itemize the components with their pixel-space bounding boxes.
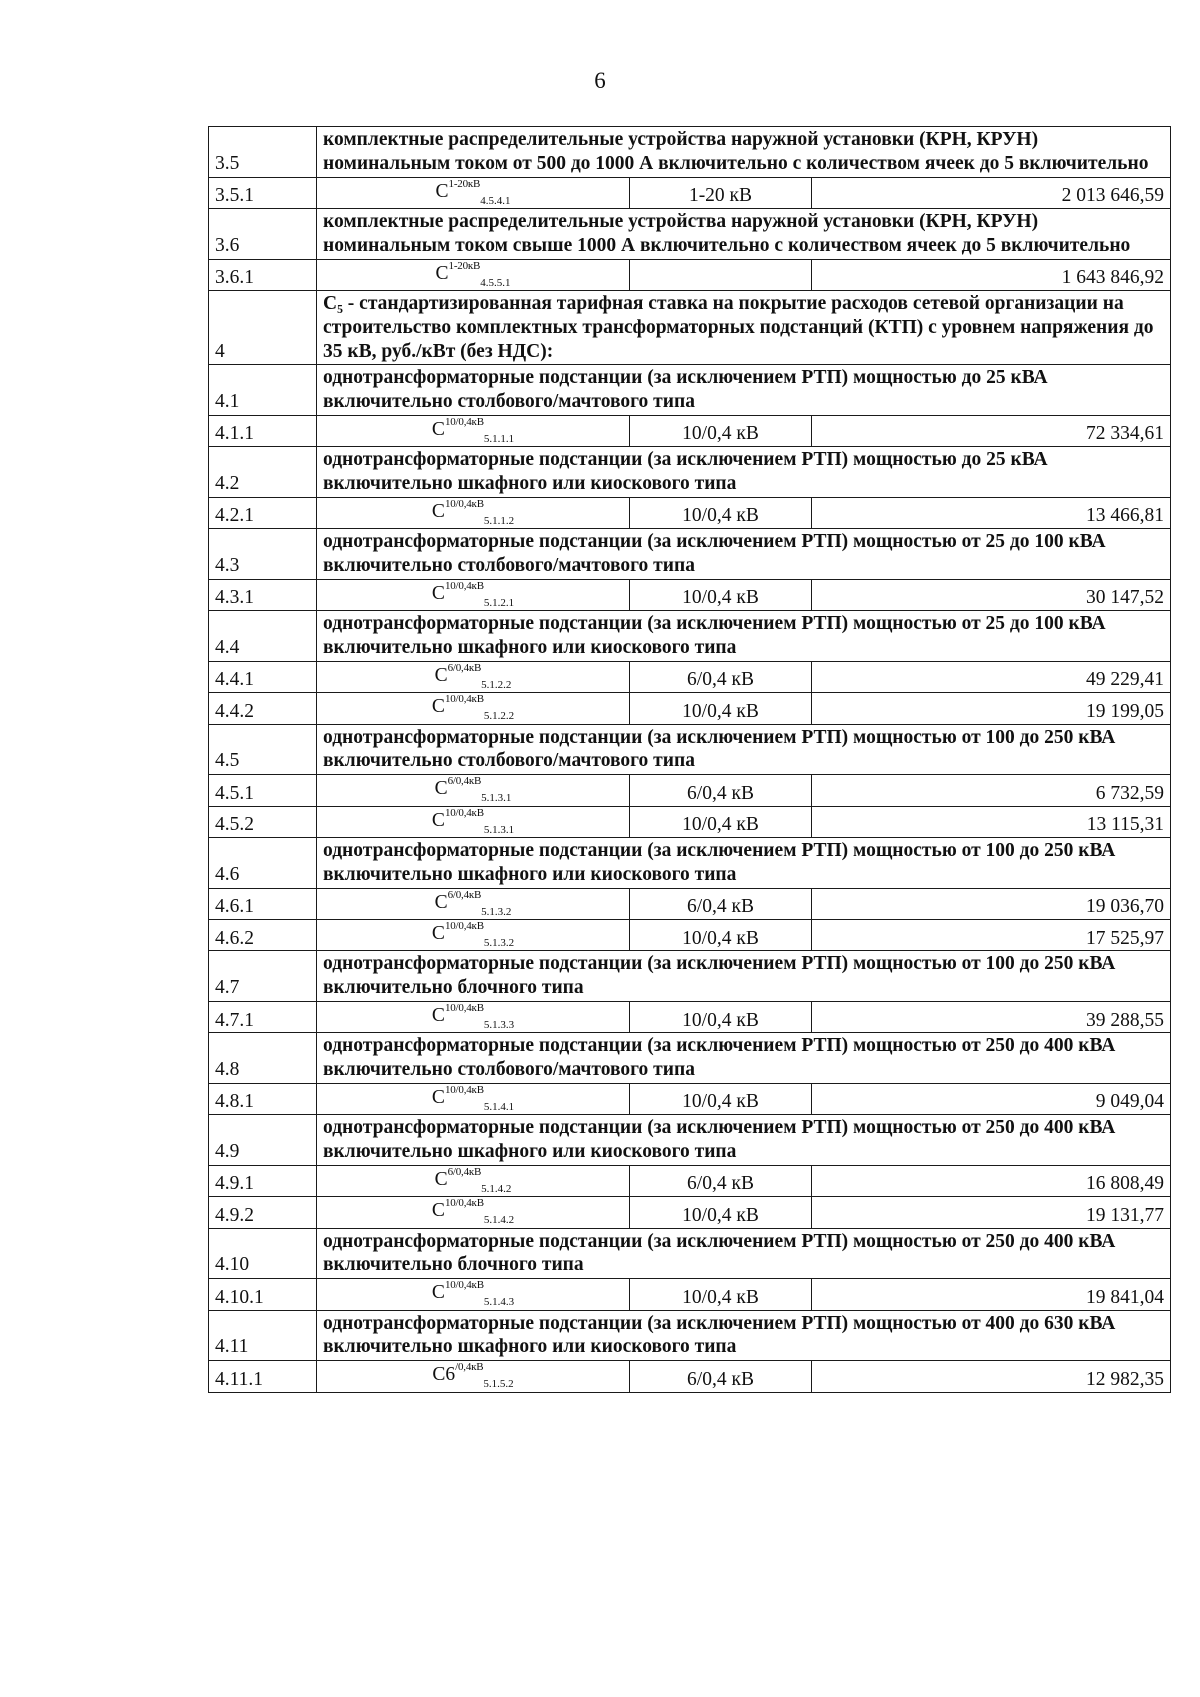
rate-value: 72 334,61	[812, 415, 1171, 446]
item-number: 3.6.1	[209, 259, 317, 290]
tariff-symbol-index: 5.1.3.1	[481, 792, 512, 805]
tariff-symbol-voltage: /0,4кВ	[455, 1361, 484, 1374]
section-description: комплектные распределительные устройства наружной установки (КРН, КРУН) номинальным током свыше 1000 А включительно с количеством ячеек до 5 включительно	[317, 208, 1171, 259]
tariff-symbol	[431, 919, 515, 949]
rate-value: 2 013 646,59	[812, 177, 1171, 208]
item-number: 4.3.1	[209, 579, 317, 610]
item-row	[209, 1083, 1171, 1114]
section-number: 4.7	[209, 951, 317, 1002]
section-number: 3.6	[209, 208, 317, 259]
voltage-cell: 6/0,4 кВ	[630, 661, 812, 692]
rate-value: 39 288,55	[812, 1001, 1171, 1032]
tariff-symbol-voltage: 10/0,4кВ	[444, 1197, 484, 1210]
tariff-symbol-index: 5.1.1.1	[483, 432, 515, 445]
tariff-symbol-voltage: 6/0,4кВ	[447, 775, 482, 788]
voltage-cell: 10/0,4 кВ	[630, 497, 812, 528]
rate-value: 49 229,41	[812, 661, 1171, 692]
section-number: 4.4	[209, 611, 317, 662]
item-number: 4.4.1	[209, 661, 317, 692]
item-row	[209, 415, 1171, 446]
tariff-table	[208, 126, 1171, 1393]
section-row	[209, 365, 1171, 416]
tariff-code	[317, 661, 630, 692]
section-row	[209, 290, 1171, 364]
tariff-symbol-index: 5.1.3.2	[483, 936, 515, 949]
rate-value: 9 049,04	[812, 1083, 1171, 1114]
tariff-symbol-index: 5.1.2.2	[481, 678, 512, 691]
tariff-symbol	[431, 1279, 515, 1309]
voltage-cell: 10/0,4 кВ	[630, 919, 812, 950]
tariff-code	[317, 888, 630, 919]
tariff-symbol-index: 5.1.4.2	[481, 1182, 512, 1195]
tariff-symbol-base: C	[434, 664, 448, 686]
tariff-code	[317, 1083, 630, 1114]
tariff-symbol-index: 5.1.3.1	[483, 823, 515, 836]
rate-value: 30 147,52	[812, 579, 1171, 610]
section-description: однотрансформаторные подстанции (за исключением РТП) мощностью от 100 до 250 кВА включительно столбового/мачтового типа	[317, 724, 1171, 775]
tariff-symbol-base: C	[434, 891, 448, 913]
item-row	[209, 693, 1171, 724]
tariff-code	[317, 259, 630, 290]
voltage-cell: 10/0,4 кВ	[630, 1083, 812, 1114]
tariff-symbol-voltage: 6/0,4кВ	[447, 888, 482, 901]
item-number: 4.8.1	[209, 1083, 317, 1114]
item-row	[209, 806, 1171, 837]
item-number: 3.5.1	[209, 177, 317, 208]
tariff-symbol-base: C	[434, 1168, 448, 1190]
item-row	[209, 775, 1171, 806]
rate-value: 6 732,59	[812, 775, 1171, 806]
section-number: 4.1	[209, 365, 317, 416]
tariff-symbol-voltage: 10/0,4кВ	[444, 579, 484, 592]
tariff-code	[317, 806, 630, 837]
tariff-code	[317, 775, 630, 806]
item-row	[209, 1361, 1171, 1392]
section-description: однотрансформаторные подстанции (за исключением РТП) мощностью от 250 до 400 кВА включительно блочного типа	[317, 1228, 1171, 1279]
tariff-symbol	[434, 1165, 512, 1195]
section-description: однотрансформаторные подстанции (за исключением РТП) мощностью от 25 до 100 кВА включительно столбового/мачтового типа	[317, 529, 1171, 580]
rate-value: 1 643 846,92	[812, 259, 1171, 290]
tariff-symbol-base: C	[431, 500, 445, 522]
tariff-code	[317, 177, 630, 208]
section-row	[209, 951, 1171, 1002]
tariff-code	[317, 1165, 630, 1196]
section-description: однотрансформаторные подстанции (за исключением РТП) мощностью от 100 до 250 кВА включительно шкафного или киоскового типа	[317, 837, 1171, 888]
voltage-cell: 10/0,4 кВ	[630, 806, 812, 837]
tariff-symbol	[431, 693, 515, 723]
tariff-symbol-base: C	[431, 1282, 445, 1304]
rate-value: 13 115,31	[812, 806, 1171, 837]
section-row	[209, 529, 1171, 580]
tariff-symbol-voltage: 6/0,4кВ	[447, 661, 482, 674]
section-description: комплектные распределительные устройства наружной установки (КРН, КРУН) номинальным током от 500 до 1000 А включительно с количеством ячеек до 5 включительно	[317, 127, 1171, 178]
item-number: 4.7.1	[209, 1001, 317, 1032]
tariff-symbol	[434, 775, 512, 805]
tariff-symbol	[431, 579, 515, 609]
tariff-code	[317, 1361, 630, 1392]
item-number: 4.9.2	[209, 1197, 317, 1228]
section-description: однотрансформаторные подстанции (за исключением РТП) мощностью от 250 до 400 кВА включительно шкафного или киоскового типа	[317, 1115, 1171, 1166]
section-row	[209, 1228, 1171, 1279]
tariff-symbol-base: C	[431, 1200, 445, 1222]
tariff-symbol-base: C	[431, 922, 445, 944]
tariff-symbol	[431, 1083, 515, 1113]
tariff-code	[317, 415, 630, 446]
tariff-symbol-index: 5.1.1.2	[483, 514, 515, 527]
tariff-symbol-index: 5.1.4.2	[483, 1214, 515, 1227]
item-row	[209, 1279, 1171, 1310]
tariff-symbol	[431, 806, 515, 836]
tariff-symbol-voltage: 1-20кВ	[448, 259, 481, 272]
tariff-symbol-base: C	[431, 582, 445, 604]
tariff-symbol-voltage: 10/0,4кВ	[444, 1279, 484, 1292]
tariff-symbol-voltage: 10/0,4кВ	[444, 1083, 484, 1096]
tariff-symbol-voltage: 10/0,4кВ	[444, 1001, 484, 1014]
item-number: 4.11.1	[209, 1361, 317, 1392]
section-number: 4.6	[209, 837, 317, 888]
tariff-symbol-base: C	[434, 778, 448, 800]
item-row	[209, 177, 1171, 208]
item-number: 4.6.2	[209, 919, 317, 950]
tariff-symbol	[431, 1197, 515, 1227]
tariff-symbol-voltage: 1-20кВ	[448, 177, 481, 190]
section-number: 4.8	[209, 1033, 317, 1084]
item-number: 4.5.2	[209, 806, 317, 837]
tariff-symbol-base: C	[431, 809, 445, 831]
section-number: 4.9	[209, 1115, 317, 1166]
section-row	[209, 1033, 1171, 1084]
section-row	[209, 724, 1171, 775]
tariff-symbol	[434, 888, 512, 918]
section-row	[209, 837, 1171, 888]
rate-value: 13 466,81	[812, 497, 1171, 528]
voltage-cell: 10/0,4 кВ	[630, 693, 812, 724]
section-row	[209, 127, 1171, 178]
tariff-symbol	[431, 415, 515, 445]
page-number: 6	[594, 68, 606, 93]
item-number: 4.6.1	[209, 888, 317, 919]
voltage-cell: 10/0,4 кВ	[630, 1197, 812, 1228]
section-number: 4	[209, 290, 317, 364]
tariff-symbol-voltage: 10/0,4кВ	[444, 497, 484, 510]
item-number: 4.2.1	[209, 497, 317, 528]
voltage-cell: 10/0,4 кВ	[630, 1001, 812, 1032]
tariff-symbol-index: 4.5.4.1	[480, 194, 511, 207]
rate-value: 19 036,70	[812, 888, 1171, 919]
tariff-code	[317, 693, 630, 724]
section-number: 4.5	[209, 724, 317, 775]
item-row	[209, 1165, 1171, 1196]
item-row	[209, 888, 1171, 919]
tariff-symbol-index: 5.1.2.1	[483, 596, 515, 609]
tariff-symbol-voltage: 10/0,4кВ	[444, 415, 484, 428]
section-description: однотрансформаторные подстанции (за исключением РТП) мощностью до 25 кВА включительно столбового/мачтового типа	[317, 365, 1171, 416]
section-number: 4.2	[209, 447, 317, 498]
item-number: 4.4.2	[209, 693, 317, 724]
tariff-symbol	[435, 177, 511, 207]
voltage-cell: 6/0,4 кВ	[630, 888, 812, 919]
item-number: 4.9.1	[209, 1165, 317, 1196]
tariff-code	[317, 1279, 630, 1310]
section-description: однотрансформаторные подстанции (за исключением РТП) мощностью до 25 кВА включительно шкафного или киоскового типа	[317, 447, 1171, 498]
tariff-symbol	[435, 259, 511, 289]
section-row	[209, 208, 1171, 259]
rate-value: 19 199,05	[812, 693, 1171, 724]
item-row	[209, 1001, 1171, 1032]
item-number: 4.1.1	[209, 415, 317, 446]
tariff-symbol-index: 4.5.5.1	[480, 276, 511, 289]
rate-value: 17 525,97	[812, 919, 1171, 950]
tariff-symbol-voltage: 6/0,4кВ	[447, 1165, 482, 1178]
item-row	[209, 1197, 1171, 1228]
voltage-cell: 6/0,4 кВ	[630, 775, 812, 806]
tariff-symbol-base: C	[431, 418, 445, 440]
voltage-cell: 10/0,4 кВ	[630, 579, 812, 610]
section-description: однотрансформаторные подстанции (за исключением РТП) мощностью от 25 до 100 кВА включительно шкафного или киоскового типа	[317, 611, 1171, 662]
tariff-symbol-base: C	[431, 696, 445, 718]
item-row	[209, 259, 1171, 290]
tariff-symbol-base: C6	[432, 1364, 456, 1386]
tariff-symbol	[434, 661, 512, 691]
tariff-symbol	[432, 1361, 514, 1391]
section-number: 3.5	[209, 127, 317, 178]
tariff-symbol-base: C	[435, 262, 449, 284]
item-row	[209, 919, 1171, 950]
voltage-cell: 10/0,4 кВ	[630, 1279, 812, 1310]
item-row	[209, 579, 1171, 610]
tariff-symbol	[431, 497, 515, 527]
tariff-code	[317, 1197, 630, 1228]
rate-value: 19 131,77	[812, 1197, 1171, 1228]
tariff-symbol-voltage: 10/0,4кВ	[444, 919, 484, 932]
rate-value: 16 808,49	[812, 1165, 1171, 1196]
voltage-cell: 6/0,4 кВ	[630, 1165, 812, 1196]
tariff-symbol-index: 5.1.4.3	[483, 1296, 515, 1309]
tariff-symbol-index: 5.1.4.1	[483, 1100, 515, 1113]
voltage-cell	[630, 259, 812, 290]
tariff-symbol-base: C	[431, 1004, 445, 1026]
section-row	[209, 1115, 1171, 1166]
tariff-symbol-index: 5.1.3.2	[481, 905, 512, 918]
tariff-symbol-index: 5.1.5.2	[483, 1378, 514, 1391]
tariff-code	[317, 579, 630, 610]
item-row	[209, 661, 1171, 692]
tariff-symbol-index: 5.1.2.2	[483, 710, 515, 723]
tariff-symbol	[431, 1001, 515, 1031]
tariff-table-body	[209, 127, 1171, 1393]
rate-value: 19 841,04	[812, 1279, 1171, 1310]
voltage-cell: 10/0,4 кВ	[630, 415, 812, 446]
tariff-symbol-voltage: 10/0,4кВ	[444, 806, 484, 819]
tariff-symbol-voltage: 10/0,4кВ	[444, 693, 484, 706]
tariff-code	[317, 919, 630, 950]
item-row	[209, 497, 1171, 528]
tariff-symbol-base: C	[431, 1086, 445, 1108]
item-number: 4.10.1	[209, 1279, 317, 1310]
rate-value: 12 982,35	[812, 1361, 1171, 1392]
item-number: 4.5.1	[209, 775, 317, 806]
voltage-cell: 1-20 кВ	[630, 177, 812, 208]
section-number: 4.11	[209, 1310, 317, 1361]
section-description: однотрансформаторные подстанции (за исключением РТП) мощностью от 400 до 630 кВА включительно шкафного или киоскового типа	[317, 1310, 1171, 1361]
tariff-code	[317, 1001, 630, 1032]
section-description: однотрансформаторные подстанции (за исключением РТП) мощностью от 250 до 400 кВА включительно столбового/мачтового типа	[317, 1033, 1171, 1084]
section-number: 4.3	[209, 529, 317, 580]
tariff-symbol-index: 5.1.3.3	[483, 1018, 515, 1031]
section-number: 4.10	[209, 1228, 317, 1279]
section-row	[209, 447, 1171, 498]
section-row	[209, 611, 1171, 662]
tariff-symbol-base: C	[435, 180, 449, 202]
section-row	[209, 1310, 1171, 1361]
section-description: однотрансформаторные подстанции (за исключением РТП) мощностью от 100 до 250 кВА включительно блочного типа	[317, 951, 1171, 1002]
tariff-code	[317, 497, 630, 528]
section-description: С₅ - стандартизированная тарифная ставка на покрытие расходов сетевой организации на строительство комплектных трансформаторных подстанций (КТП) с уровнем напряжения до 35 кВ, руб./кВт (без НДС):	[317, 290, 1171, 364]
voltage-cell: 6/0,4 кВ	[630, 1361, 812, 1392]
